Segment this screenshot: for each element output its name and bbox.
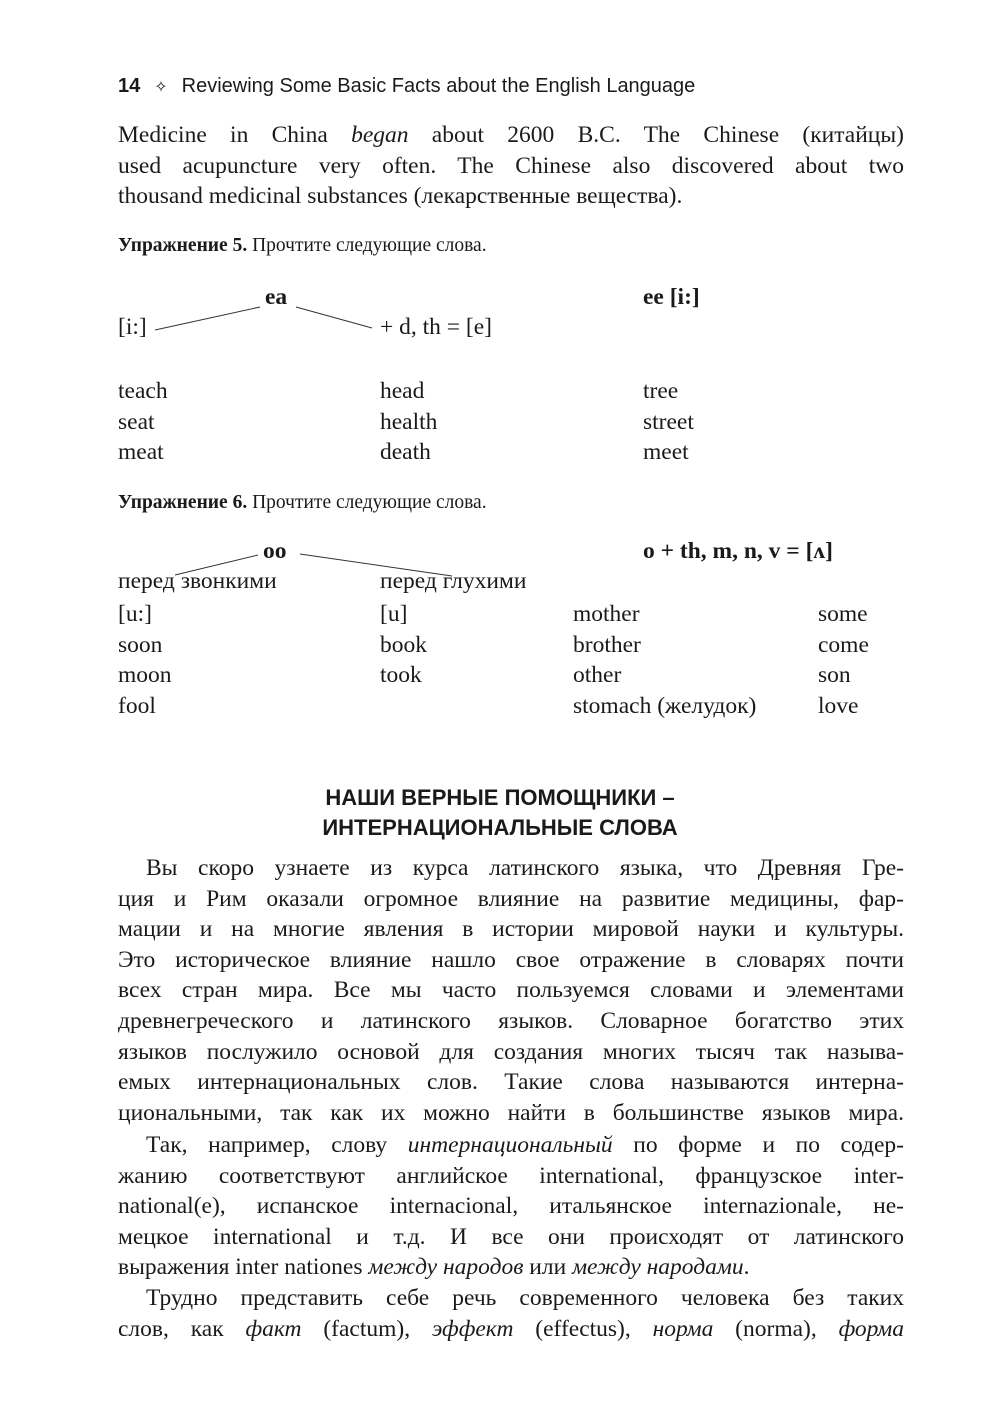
word: [u] (380, 601, 408, 627)
body-paragraph-1 (118, 853, 904, 1128)
para-line: емых интернациональных слов. Такие слова называются интерна- (118, 1069, 904, 1096)
intro-line: thousand medicinal substances (лекарственные вещества). (118, 183, 683, 210)
exercise-6-heading (118, 492, 487, 514)
ex5-column-3 (643, 376, 694, 468)
ex6-column-4 (818, 599, 869, 721)
word: book (380, 631, 427, 658)
word: come (818, 631, 869, 658)
intro-line: used acupuncture very often. The Chinese also discovered about two (118, 152, 904, 179)
para-line: слов, как факт (factum), эффект (effectus), норма (norma), форма (118, 1315, 905, 1342)
word: other (573, 662, 622, 689)
header-title: Reviewing Some Basic Facts about the English Language (181, 75, 696, 97)
word: fool (118, 692, 156, 719)
word: meat (118, 439, 164, 466)
para-line: древнегреческого и латинского языков. Словарное богатство этих (118, 1007, 904, 1034)
emphasis: интернациональный (407, 1132, 613, 1158)
ex6-column-3 (573, 599, 756, 721)
word: soon (118, 631, 163, 658)
word: death (380, 439, 431, 466)
body-paragraph-3 (118, 1283, 904, 1344)
ex5-column-2 (380, 376, 437, 468)
word: some (818, 601, 868, 627)
para-line: языков послужило основой для создания многих тысяч так называ- (118, 1038, 904, 1065)
para-line: Трудно представить себе речь современного человека без таких (146, 1285, 904, 1311)
word: [u:] (118, 601, 152, 627)
word: head (380, 378, 425, 404)
word: brother (573, 631, 641, 658)
para-line: national(e), испанское internacional, итальянское internazionale, не- (118, 1193, 904, 1220)
ea-digraph: ea (265, 284, 288, 310)
intro-line: Medicine in China began about 2600 B.C. The Chinese (китайцы) (118, 122, 904, 148)
voiced-label: перед звонкими (118, 568, 277, 594)
emphasis: между народов (368, 1254, 524, 1281)
emphasis: эффект (431, 1315, 514, 1342)
body-paragraph-2 (118, 1130, 904, 1283)
exercise-instruction: Прочтите следующие слова. (247, 492, 487, 513)
emphasis: между народами (572, 1254, 744, 1281)
word: love (818, 692, 859, 719)
para-line: циональными, так как их можно найти в большинстве языков мира. (118, 1099, 904, 1126)
page-number: 14 (118, 75, 141, 97)
ea-right-connector (296, 307, 372, 328)
para-line: ция и Рим оказали огромное влияние на развитие медицины, фар- (118, 885, 904, 912)
emphasis: began (351, 122, 409, 148)
ex6-column-1 (118, 599, 172, 721)
section-title-line: ИНТЕРНАЦИОНАЛЬНЫЕ СЛОВА (322, 815, 678, 840)
ex6-column-2 (380, 599, 427, 691)
word: tree (643, 378, 679, 404)
word: street (643, 408, 694, 435)
word: meet (643, 439, 689, 466)
para-line: выражения inter nationes между народов или между народами. (118, 1254, 750, 1281)
long-i-symbol: [i:] (118, 314, 147, 340)
oo-digraph: oo (263, 538, 287, 564)
emphasis: факт (245, 1315, 302, 1342)
word: moon (118, 662, 172, 689)
rule-o: o + th, m, n, v = [ʌ] (643, 538, 833, 564)
para-line: Так, например, слову интернациональный по форме и по содер- (146, 1132, 905, 1158)
rule-e: + d, th = [e] (380, 314, 492, 340)
emphasis: норма (652, 1315, 714, 1342)
word: seat (118, 408, 155, 435)
para-line: мации и на многие явления в истории мировой науки и культуры. (118, 916, 904, 943)
word: son (818, 662, 851, 689)
ex5-column-1 (118, 376, 168, 468)
para-line: мецкое international и т.д. И все они происходят от латинского (118, 1223, 904, 1250)
exercise-instruction: Прочтите следующие слова. (247, 235, 487, 256)
exercise-label: Упражнение 5. (118, 235, 248, 256)
exercise-label: Упражнение 6. (118, 492, 248, 513)
voiceless-label: перед глухими (380, 568, 527, 594)
word: mother (573, 601, 640, 627)
para-line: Вы скоро узнаете из курса латинского языка, что Древняя Гре- (146, 855, 904, 881)
emphasis: форма (838, 1315, 905, 1342)
word: teach (118, 378, 168, 404)
para-line: жанию соответствуют английское international, французское inter- (118, 1162, 904, 1189)
ee-rule: ee [i:] (643, 284, 700, 310)
word: stomach (желудок) (573, 692, 757, 719)
word: health (380, 408, 438, 435)
para-line: всех стран мира. Все мы часто пользуемся словами и элементами (118, 977, 904, 1004)
para-line: Это историческое влияние нашло свое отражение в словарях почти (118, 946, 904, 973)
ea-left-connector (155, 307, 260, 330)
section-title-line: НАШИ ВЕРНЫЕ ПОМОЩНИКИ – (325, 785, 675, 810)
word: took (380, 662, 422, 689)
diamond-icon: ✧ (154, 79, 168, 96)
section-title (0, 783, 1000, 843)
